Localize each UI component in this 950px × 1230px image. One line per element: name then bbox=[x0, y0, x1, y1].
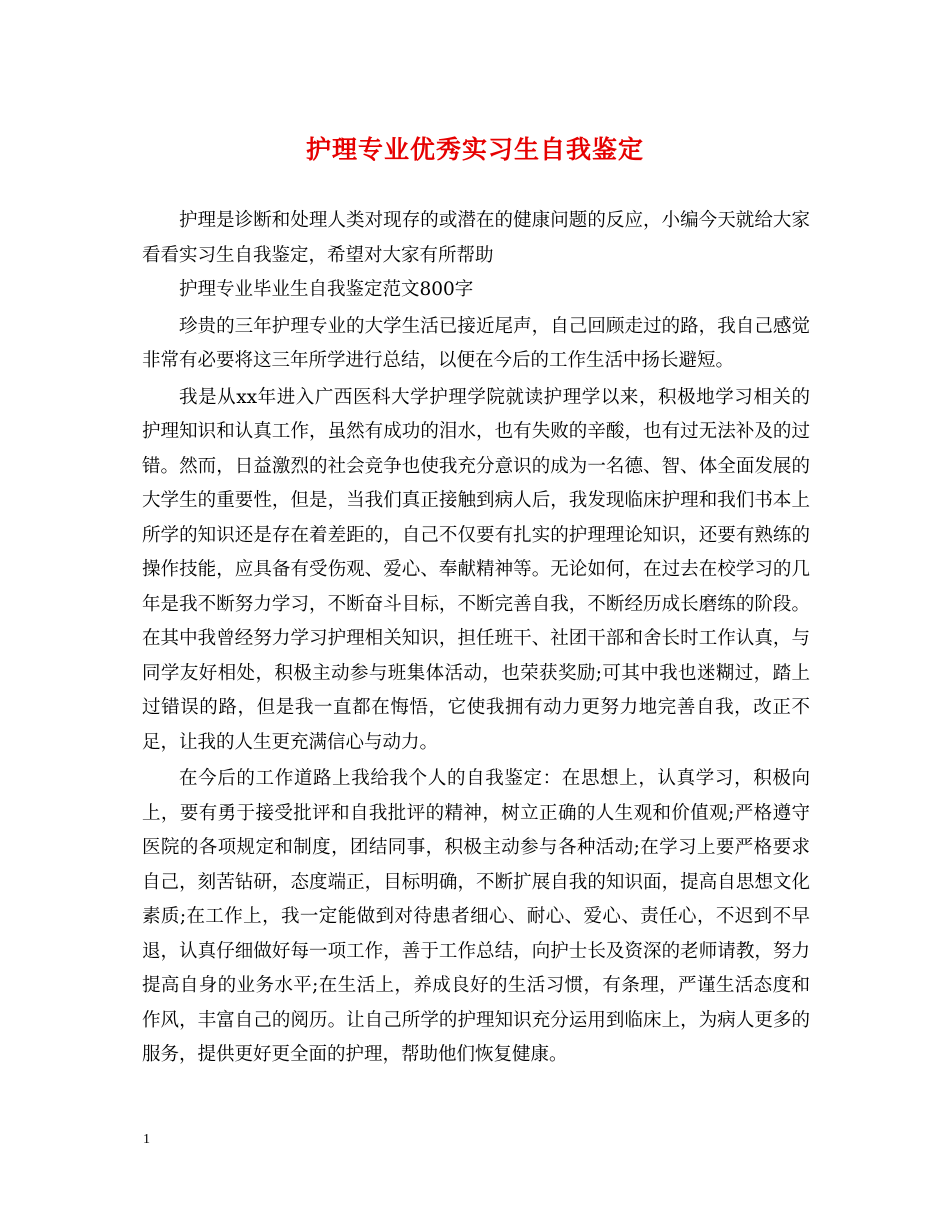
paragraph-subheading: 护理专业毕业生自我鉴定范文800字 bbox=[179, 279, 474, 300]
document-title: 护理专业优秀实习生自我鉴定 bbox=[305, 135, 644, 164]
paragraph-overview: 珍贵的三年护理专业的大学生活已接近尾声，自己回顾走过的路，我自己感觉非常有必要将这三年所学进行总结，以便在今后的工作生活中扬长避短。 bbox=[142, 315, 810, 371]
paragraph-intro: 护理是诊断和处理人类对现存的或潜在的健康问题的反应，小编今天就给大家看看实习生自我鉴定，希望对大家有所帮助 bbox=[142, 210, 810, 266]
page-number: 1 bbox=[143, 1132, 150, 1147]
document-body bbox=[142, 204, 810, 1073]
paragraph-experience: 我是从xx年进入广西医科大学护理学院就读护理学以来，积极地学习相关的护理知识和认真工作，虽然有成功的泪水，也有失败的辛酸，也有过无法补及的过错。然而，日益激烈的社会竞争也使我充分意识的成为一名德、智、体全面发展的大学生的重要性，但是，当我们真正接触到病人后，我发现临床护理和我们书本上所学的知识还是存在着差距的，自己不仅要有扎实的护理理论知识，还要有熟练的操作技能，应具备有受伤观、爱心、奉献精神等。无论如何，在过去在校学习的几年是我不断努力学习，不断奋斗目标，不断完善自我，不断经历成长磨练的阶段。在其中我曾经努力学习护理相关知识，担任班干、社团干部和舍长时工作认真，与同学友好相处，积极主动参与班集体活动，也荣获奖励;可其中我也迷糊过，踏上过错误的路，但是我一直都在悔悟，它使我拥有动力更努力地完善自我，改正不足，让我的人生更充满信心与动力。 bbox=[142, 386, 810, 753]
paragraph-self-assessment: 在今后的工作道路上我给我个人的自我鉴定：在思想上，认真学习，积极向上，要有勇于接受批评和自我批评的精神，树立正确的人生观和价值观;严格遵守医院的各项规定和制度，团结同事，积极主动参与各种活动;在学习上要严格要求自己，刻苦钻研，态度端正，目标明确，不断扩展自我的知识面，提高自思想文化素质;在工作上，我一定能做到对待患者细心、耐心、爱心、责任心，不迟到不早退，认真仔细做好每一项工作，善于工作总结，向护士长及资深的老师请教，努力提高自身的业务水平;在生活上，养成良好的生活习惯，有条理，严谨生活态度和作风，丰富自己的阅历。让自己所学的护理知识充分运用到临床上，为病人更多的服务，提供更好更全面的护理，帮助他们恢复健康。 bbox=[142, 768, 810, 1065]
